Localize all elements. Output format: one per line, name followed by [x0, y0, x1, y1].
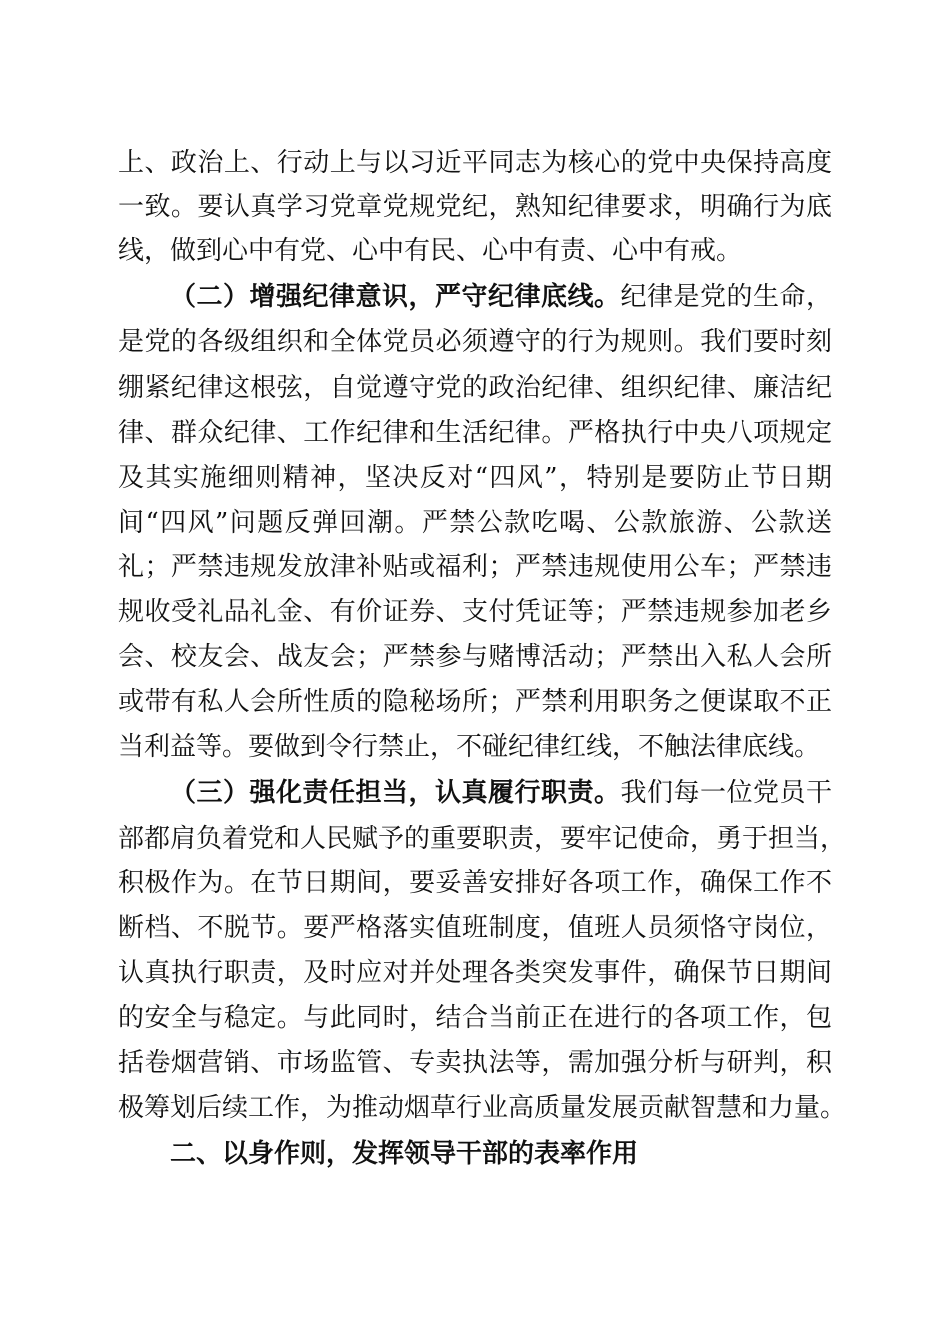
- paragraph-line: 间“四风”问题反弹回潮。严禁公款吃喝、公款旅游、公款送: [118, 508, 832, 538]
- paragraph-line: 线，做到心中有党、心中有民、心中有责、心中有戒。: [118, 236, 743, 266]
- section-heading: 二、以身作则，发挥领导干部的表率作用: [170, 1139, 639, 1169]
- paragraph-text: 纪律是党的生命，: [620, 282, 832, 312]
- paragraph-line: 或带有私人会所性质的隐秘场所；严禁利用职务之便谋取不正: [118, 687, 832, 717]
- paragraph-line: 的安全与稳定。与此同时，结合当前正在进行的各项工作，包: [118, 1003, 832, 1033]
- paragraph-line: 断档、不脱节。要严格落实值班制度，值班人员须恪守岗位，: [118, 913, 832, 943]
- paragraph-line: 礼；严禁违规发放津补贴或福利；严禁违规使用公车；严禁违: [118, 552, 832, 582]
- paragraph-line: 括卷烟营销、市场监管、专卖执法等，需加强分析与研判，积: [118, 1048, 832, 1078]
- subheading-responsibility: （三）强化责任担当，认真履行职责。: [170, 778, 621, 808]
- paragraph-line: 部都肩负着党和人民赋予的重要职责，要牢记使命，勇于担当，: [118, 824, 847, 854]
- paragraph-line: 及其实施细则精神，坚决反对“四风”，特别是要防止节日期: [118, 463, 832, 493]
- paragraph-first-line: [170, 771, 832, 815]
- paragraph-line: 会、校友会、战友会；严禁参与赌博活动；严禁出入私人会所: [118, 642, 832, 672]
- paragraph-line: 上、政治上、行动上与以习近平同志为核心的党中央保持高度: [118, 148, 832, 178]
- paragraph-first-line: [170, 275, 832, 319]
- subheading-discipline: （二）增强纪律意识，严守纪律底线。: [170, 282, 621, 312]
- paragraph-line: 一致。要认真学习党章党规党纪，熟知纪律要求，明确行为底: [118, 192, 832, 222]
- paragraph-line: 极筹划后续工作，为推动烟草行业高质量发展贡献智慧和力量。: [118, 1093, 847, 1123]
- paragraph-line: 积极作为。在节日期间，要妥善安排好各项工作，确保工作不: [118, 868, 832, 898]
- paragraph-line: 是党的各级组织和全体党员必须遵守的行为规则。我们要时刻: [118, 327, 832, 357]
- paragraph-line: 绷紧纪律这根弦，自觉遵守党的政治纪律、组织纪律、廉洁纪: [118, 373, 832, 403]
- paragraph-line: 规收受礼品礼金、有价证券、支付凭证等；严禁违规参加老乡: [118, 597, 832, 627]
- paragraph-line: 律、群众纪律、工作纪律和生活纪律。严格执行中央八项规定: [118, 418, 832, 448]
- paragraph-line: 当利益等。要做到令行禁止，不碰纪律红线，不触法律底线。: [118, 732, 821, 762]
- paragraph-text: 我们每一位党员干: [620, 778, 832, 808]
- paragraph-line: 认真执行职责，及时应对并处理各类突发事件，确保节日期间: [118, 958, 832, 988]
